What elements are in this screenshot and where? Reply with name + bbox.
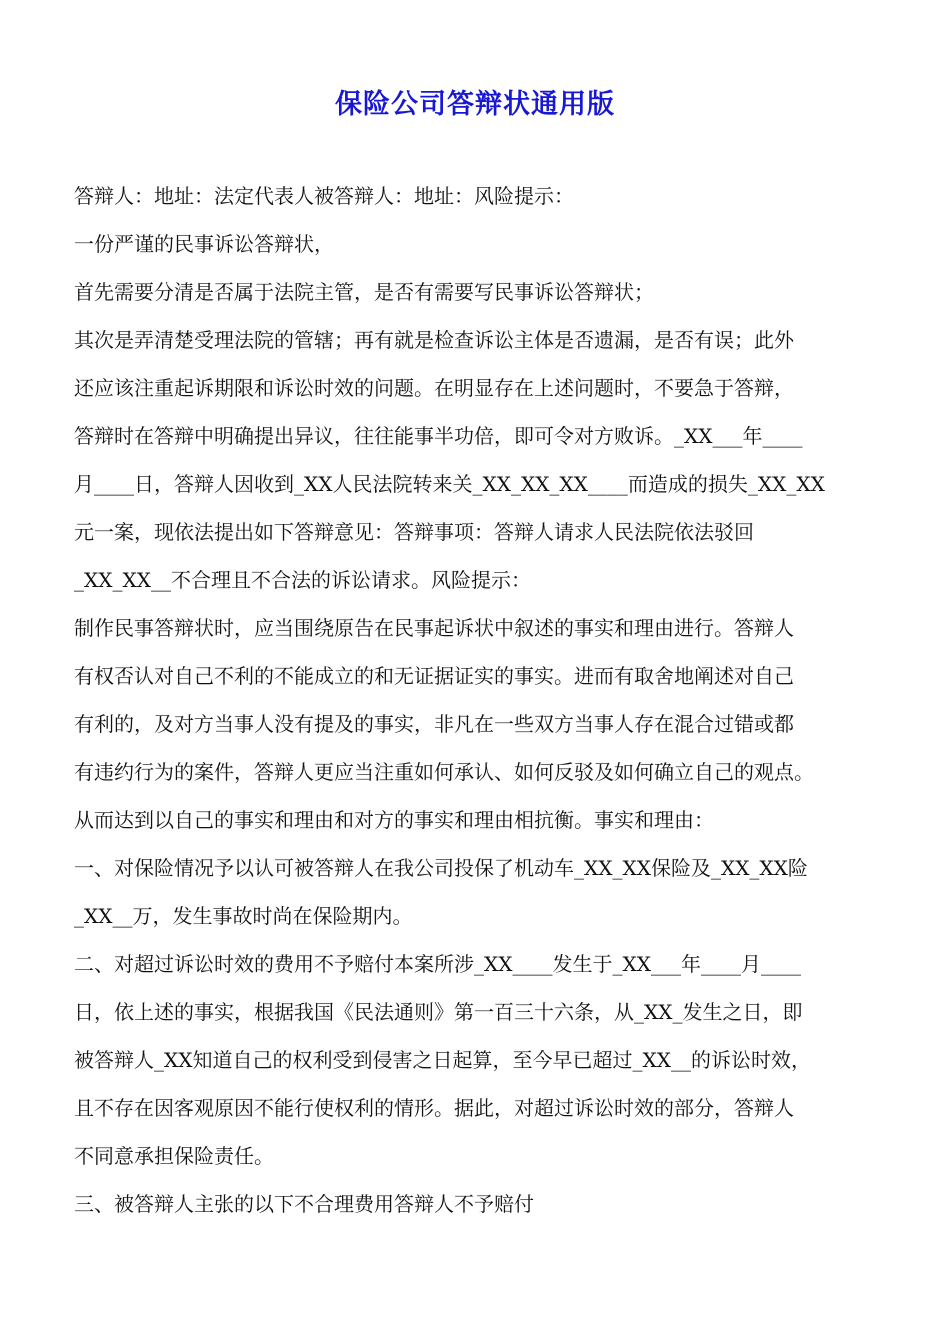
body-line: 元一案，现依法提出如下答辩意见：答辩事项：答辩人请求人民法院依法驳回 [74,520,754,544]
document-body [74,184,880,1240]
body-line: 答辩人：地址：法定代表人被答辩人：地址：风险提示： [74,184,574,208]
body-line: 一、对保险情况予以认可被答辩人在我公司投保了机动车_XX_XX保险及_XX_XX险 [74,856,808,880]
body-line: 首先需要分清是否属于法院主管，是否有需要写民事诉讼答辩状； [74,280,654,304]
body-line: 有权否认对自己不利的不能成立的和无证据证实的事实。进而有取舍地阐述对自己 [74,664,794,688]
body-line: 有利的，及对方当事人没有提及的事实，非凡在一些双方当事人存在混合过错或都 [74,712,794,736]
body-line: 三、被答辩人主张的以下不合理费用答辩人不予赔付 [74,1192,534,1216]
body-line: 答辩时在答辩中明确提出异议，往往能事半功倍，即可令对方败诉。_XX___年____ [74,424,803,448]
body-line: 一份严谨的民事诉讼答辩状， [74,232,334,256]
body-line: 有违约行为的案件，答辩人更应当注重如何承认、如何反驳及如何确立自己的观点。 [74,760,814,784]
body-line: 日，依上述的事实，根据我国《民法通则》第一百三十六条，从_XX_发生之日，即 [74,1000,803,1024]
body-line: 从而达到以自己的事实和理由和对方的事实和理由相抗衡。事实和理由： [74,808,714,832]
body-line: 还应该注重起诉期限和诉讼时效的问题。在明显存在上述问题时，不要急于答辩， [74,376,794,400]
body-line: _XX__万，发生事故时尚在保险期内。 [74,904,413,928]
body-line: 其次是弄清楚受理法院的管辖；再有就是检查诉讼主体是否遗漏，是否有误；此外 [74,328,794,352]
body-line: 月____日，答辩人因收到_XX人民法院转来关_XX_XX_XX____而造成的损失_XX_XX [74,472,825,496]
body-line: 且不存在因客观原因不能行使权利的情形。据此，对超过诉讼时效的部分，答辩人 [74,1096,794,1120]
document-title: 保险公司答辩状通用版 [335,89,615,120]
body-line: 被答辩人_XX知道自己的权利受到侵害之日起算，至今早已超过_XX__的诉讼时效， [74,1048,811,1072]
body-line: _XX_XX__不合理且不合法的诉讼请求。风险提示： [74,568,531,592]
body-line: 二、对超过诉讼时效的费用不予赔付本案所涉_XX____发生于_XX___年____月____ [74,952,801,976]
body-line: 不同意承担保险责任。 [74,1144,274,1168]
body-line: 制作民事答辩状时，应当围绕原告在民事起诉状中叙述的事实和理由进行。答辩人 [74,616,794,640]
